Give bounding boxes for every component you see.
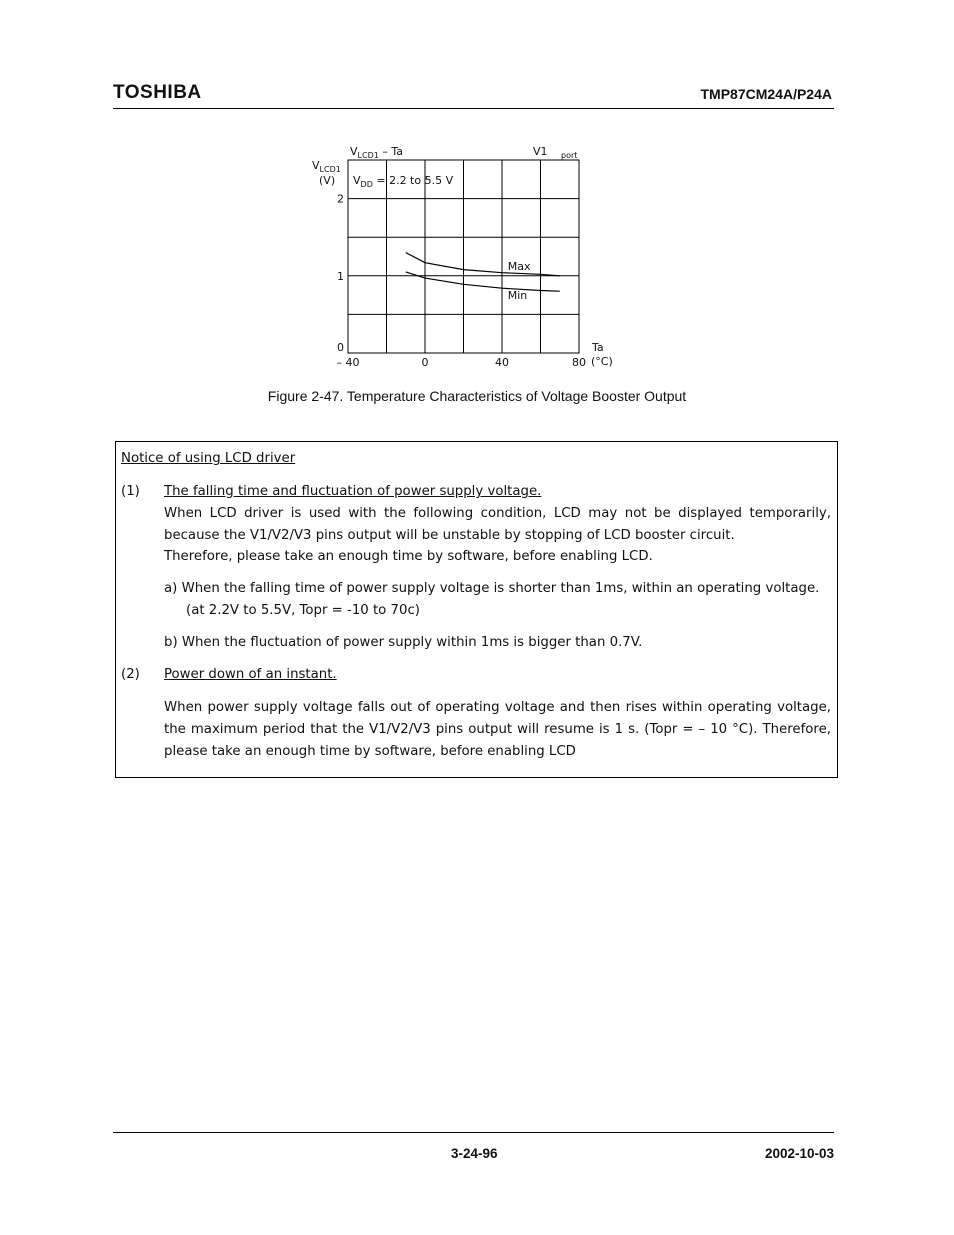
x-tick-label: 0: [421, 356, 429, 369]
item2-text: When power supply voltage falls out of operating voltage and then rises within operating voltage, the maximum period that the V1/V2/V3 pins output will resume is 1 s. (Topr = – 10 °C). Therefore, please take an enough time by software, before enabling LCD: [164, 700, 831, 759]
series-label-max: Max: [507, 259, 531, 273]
x-axis-label: Ta: [592, 341, 604, 354]
chart-title-left: $V_{LCD1}$ – Ta: [350, 145, 403, 160]
sub-item-a-cont: (at 2.2V to 5.5V, Topr = -10 to 70c): [186, 603, 420, 618]
x-tick-label: 80: [572, 356, 586, 369]
footer-rule: [113, 1132, 834, 1133]
x-tick-label: 40: [495, 356, 509, 369]
part-number: TMP87CM24A/P24A: [700, 86, 832, 102]
chart-labels: [337, 193, 587, 369]
item2-number: (2): [121, 667, 140, 682]
toshiba-logo: TOSHIBA: [113, 82, 202, 103]
item1-text: When LCD driver is used with the following condition, LCD may not be displayed temporarily, because the V1/V2/V3 pins output will be unstable by stopping of LCD booster circuit.: [164, 506, 831, 543]
header-rule: [113, 108, 834, 109]
sub-item-b: b) When the fluctuation of power supply within 1ms is bigger than 0.7V.: [164, 635, 643, 650]
document-date: 2002-10-03: [764, 1146, 834, 1161]
series-label-min: Min: [507, 289, 528, 303]
y-tick-label: 0: [337, 341, 344, 354]
y-tick-label: 2: [337, 192, 344, 206]
notice-box: [115, 441, 838, 778]
series-line-min: [406, 272, 560, 291]
y-axis-unit: (V): [319, 174, 336, 187]
chart-curves: [406, 253, 560, 303]
chart-grid: [348, 160, 579, 353]
x-tick-label: – 40: [336, 356, 360, 369]
sub-item-a: a) When the falling time of power supply voltage is shorter than 1ms, within an operating voltage.: [164, 581, 820, 596]
item1-title: The falling time and fluctuation of power supply voltage.: [164, 484, 542, 499]
voltage-chart: [300, 140, 620, 375]
y-tick-label: 1: [337, 269, 344, 283]
series-line-max: [406, 253, 560, 276]
item2-title: Power down of an instant.: [164, 667, 337, 682]
item1-text2: Therefore, please take an enough time by software, before enabling LCD.: [164, 549, 653, 564]
x-axis-unit: (°C): [591, 355, 613, 368]
page-number: 3-24-96: [451, 1146, 498, 1161]
condition-label: $V_{DD} = 2.2$ to 5.5 V: [353, 174, 454, 189]
chart-title-right: V1 $_{port}$: [533, 145, 578, 160]
figure-caption: Figure 2-47. Temperature Characteristics of Voltage Booster Output: [267, 388, 687, 404]
item1-number: (1): [121, 484, 140, 499]
y-axis-label: $V_{LCD1}$: [312, 159, 341, 174]
notice-title: Notice of using LCD driver: [121, 451, 296, 466]
